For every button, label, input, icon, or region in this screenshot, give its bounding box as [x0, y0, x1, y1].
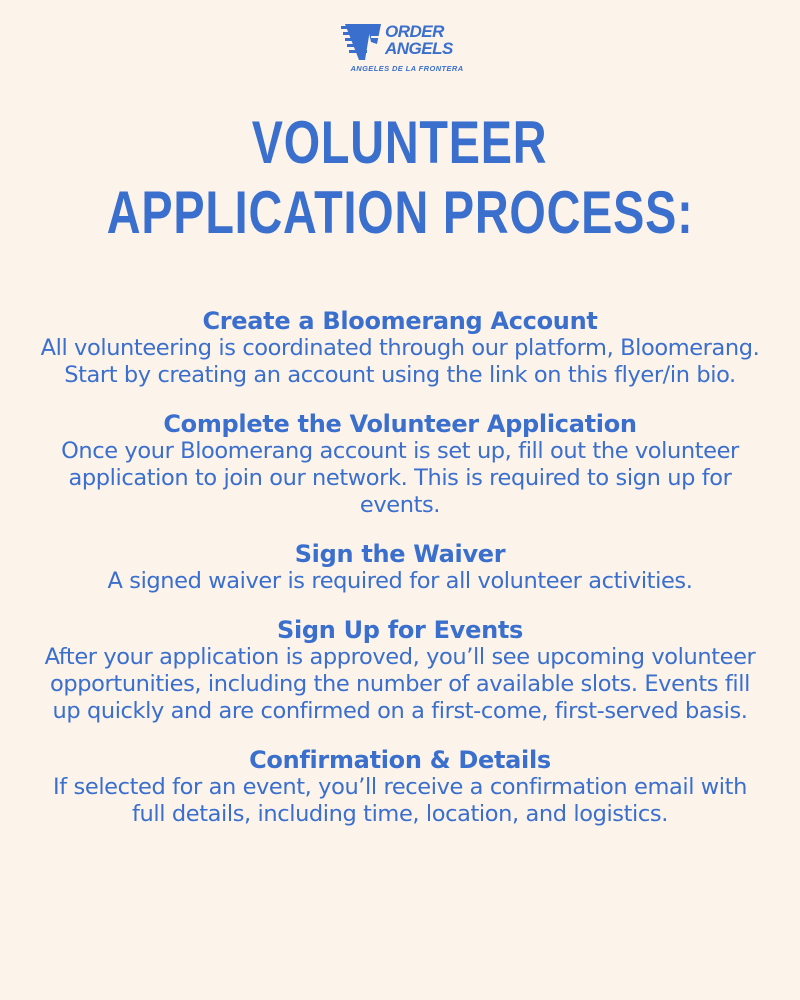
logo-line-2: ANGELS [385, 39, 453, 58]
border-angels-logo [341, 22, 473, 78]
logo-tagline: ANGELES DE LA FRONTERA [350, 64, 464, 73]
step-title: Create a Bloomerang Account [202, 307, 598, 335]
step-title: Confirmation & Details [249, 746, 551, 774]
step-text: A signed waiver is required for all volunteer activities. [107, 568, 693, 594]
step-text: All volunteering is coordinated through our platform, Bloomerang. Start by creating an account using the link on this flyer/in bio. [40, 335, 760, 388]
step-sign-waiver [40, 541, 760, 595]
step-complete-application [40, 411, 760, 519]
page-title-line-1: VOLUNTEER [252, 109, 548, 176]
step-text: After your application is approved, you’ll see upcoming volunteer opportunities, including the number of available slots. Events fill up quickly and are confirmed on a first-come, first-served basis. [44, 644, 756, 724]
step-title: Sign the Waiver [294, 540, 506, 568]
page-title [0, 108, 800, 248]
step-title: Sign Up for Events [276, 616, 524, 644]
step-sign-up-events [40, 617, 760, 725]
step-text: If selected for an event, you’ll receive a confirmation email with full details, including time, location, and logistics. [53, 774, 747, 827]
step-create-account [40, 308, 760, 389]
step-title: Complete the Volunteer Application [163, 410, 637, 438]
step-text: Once your Bloomerang account is set up, fill out the volunteer application to join our network. This is required to sign up for events. [61, 438, 739, 518]
steps-list [40, 308, 760, 850]
page-title-line-2: APPLICATION PROCESS: [106, 179, 694, 246]
logo-line-1: ORDER [385, 22, 444, 41]
step-confirmation-details [40, 747, 760, 828]
